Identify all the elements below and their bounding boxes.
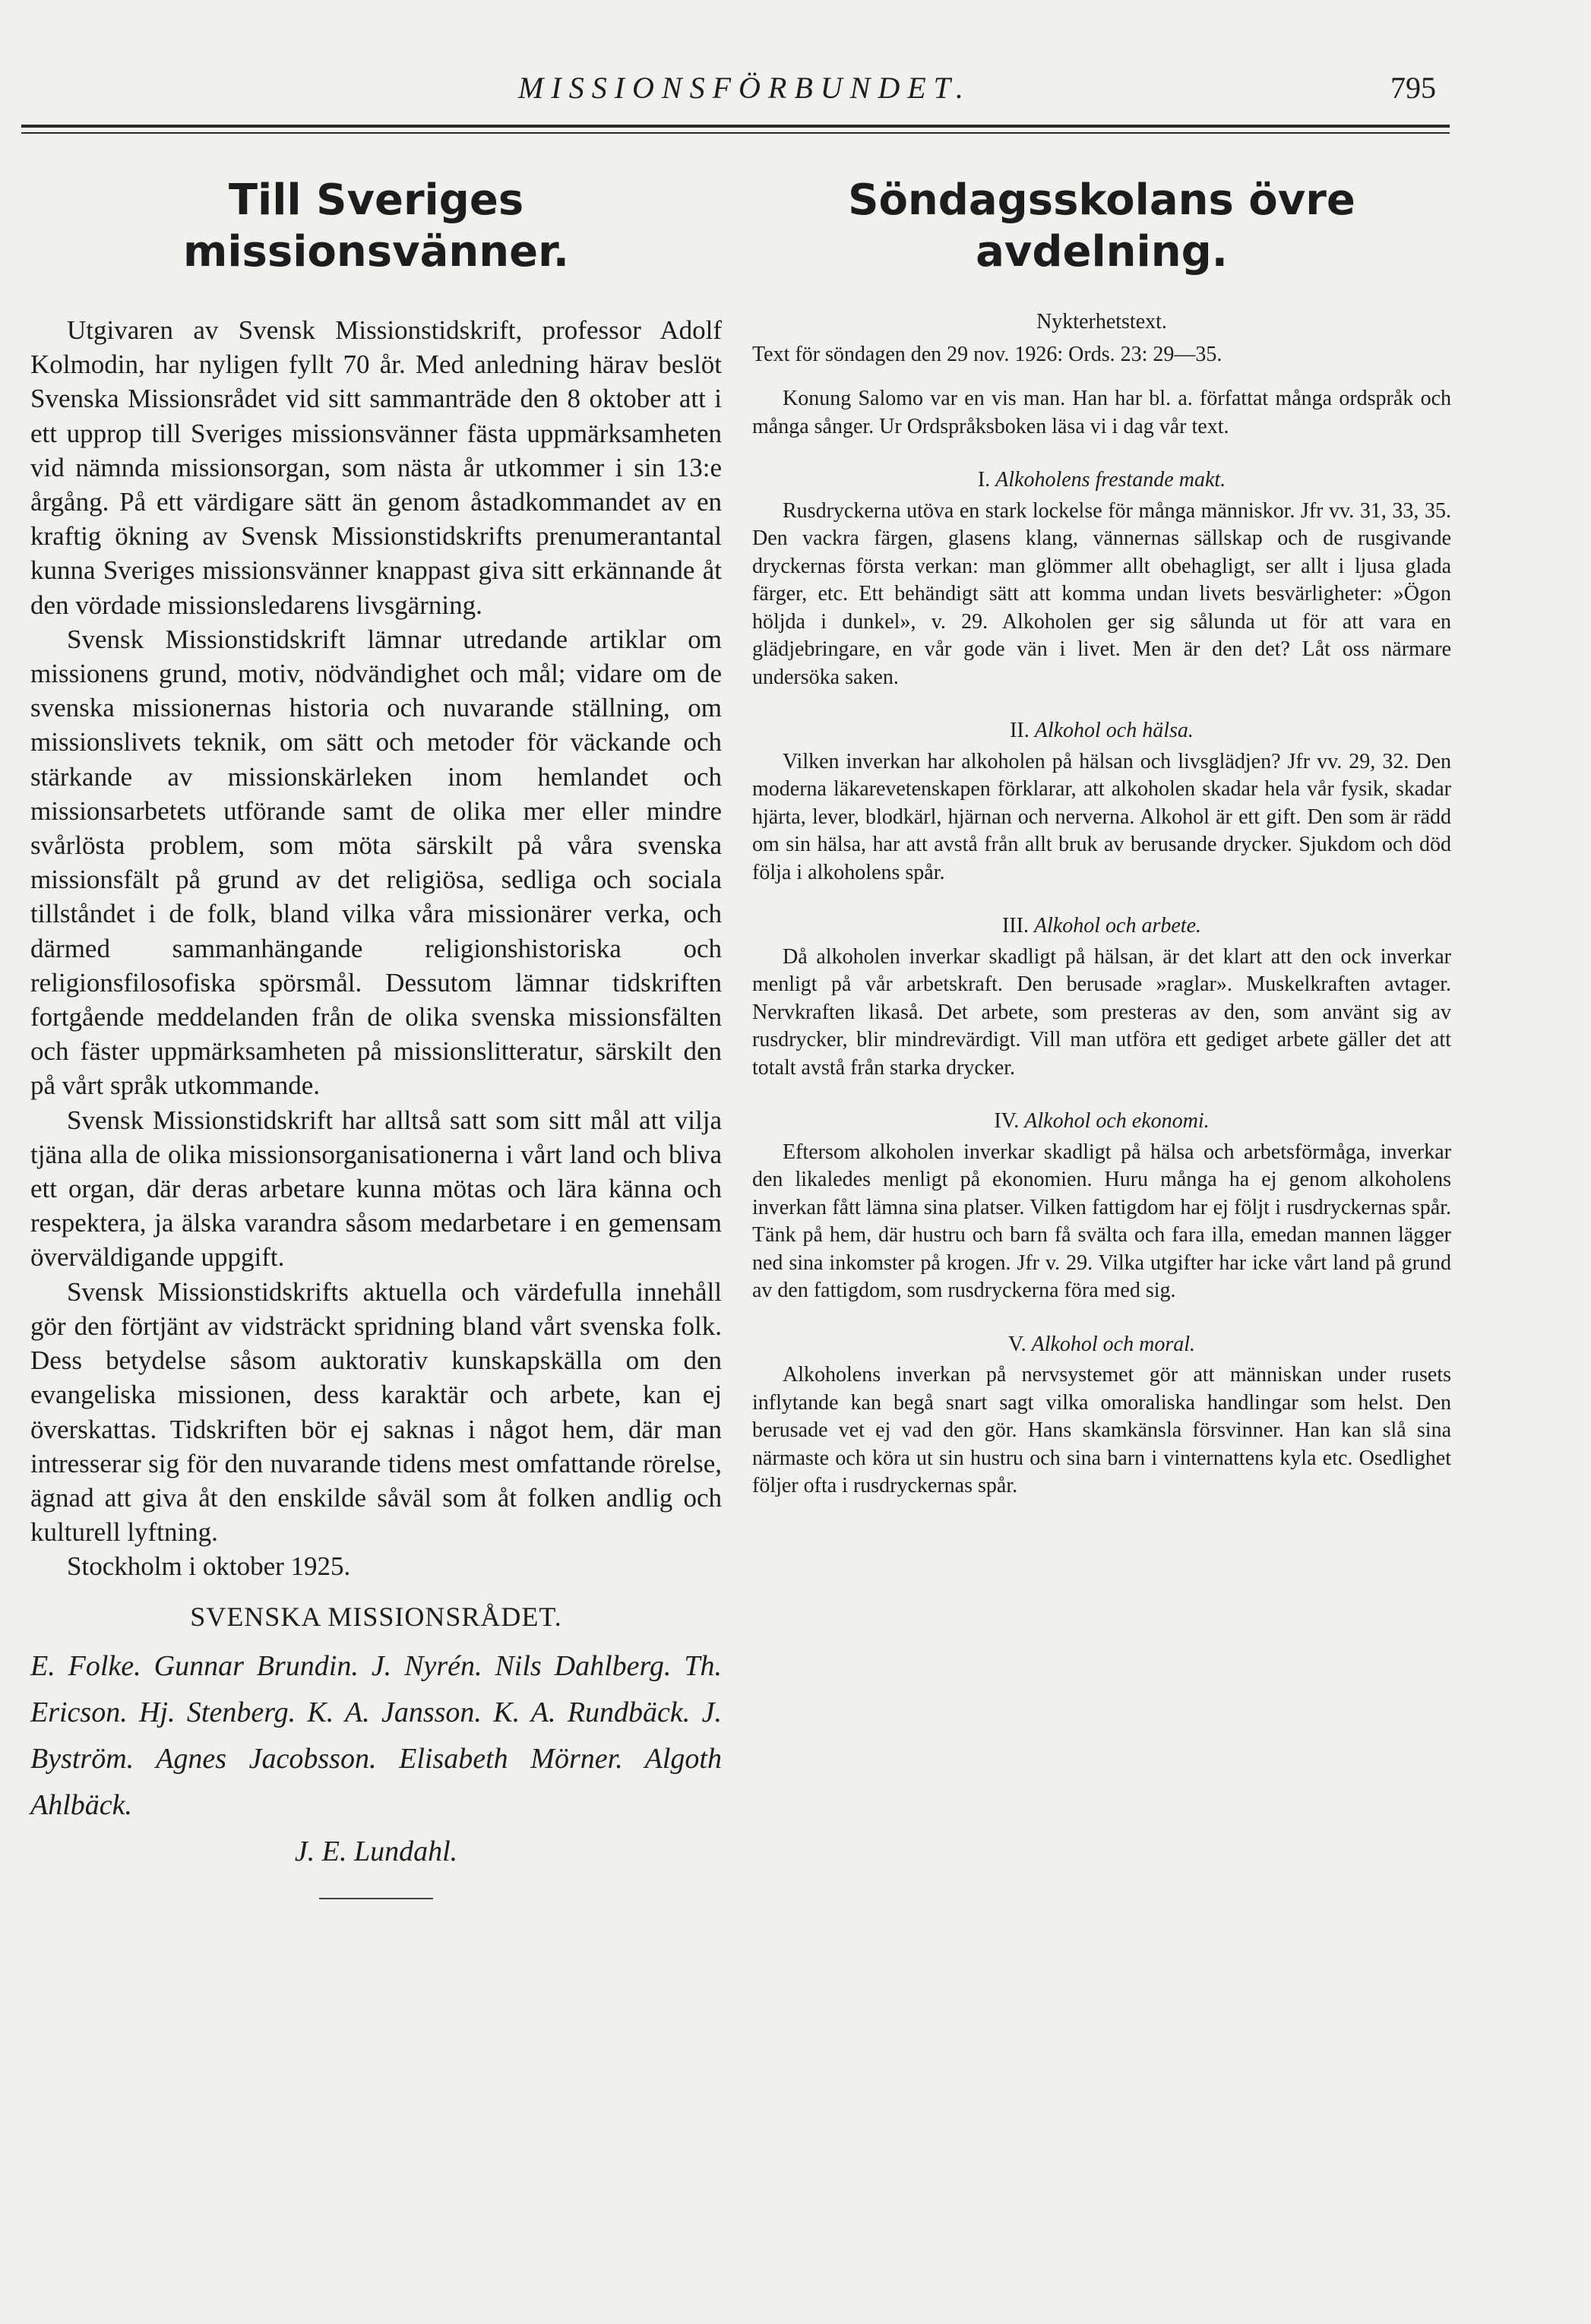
right-heading-line1: Söndagsskolans övre [848, 175, 1355, 225]
page-number: 795 [1390, 71, 1436, 105]
section-numeral: III. [1001, 914, 1029, 938]
page-header [0, 0, 1591, 144]
date-line: Stockholm i oktober 1925. [67, 1551, 351, 1582]
right-heading [752, 175, 1451, 278]
paragraph: Svensk Missionstidskrift har alltså satt som sitt mål att vilja tjäna alla de olika missionsorganisationerna i vårt land och bliva ett organ, där deras arbetare kunna mötas och lära känna och respektera, ja älska varandra såsom medarbetare i en gemensam överväldigande uppgift. [30, 1105, 722, 1273]
section-title: Alkohol och moral. [1031, 1332, 1196, 1356]
paragraph: Utgivaren av Svensk Missionstidskrift, professor Adolf Kolmodin, har nyligen fyllt 70 år. Med anledning härav beslöt Svenska Missionsrådet vid sitt sammanträde den 8 oktober att i ett upprop till Sveriges missionsvänner fästa uppmärksamheten vid nämnda missionsorgan, som nästa år utkommer i sin 13:e årgång. På ett värdigare sätt än genom åstadkommandet av en kraftig ökning av Svensk Missionstidskrifts prenumerantantal kunna Sveriges missionsvänner knappast giva sitt erkännande åt den vördade missionsledarens livsgärning. [30, 315, 722, 620]
right-heading-line2: avdelning. [976, 227, 1228, 277]
section-numeral: I. [977, 468, 991, 492]
section-numeral: IV. [994, 1109, 1020, 1133]
section-title: Alkohol och ekonomi. [1024, 1109, 1210, 1133]
section-heading [752, 717, 1451, 745]
section-title: Alkohol och arbete. [1033, 914, 1202, 938]
header-rule-thin [21, 132, 1450, 134]
organization-name: SVENSKA MISSIONSRÅDET. [190, 1601, 562, 1632]
paragraph: Svensk Missionstidskrift lämnar utredande artiklar om missionens grund, motiv, nödvändighet och mål; vidare om de svenska missionernas historia och nuvarande ställning, om missionslivets teknik, om sätt och metoder för väckande och stärkande av missionskärleken inom hemlandet och missionsarbetets utförande samt de olika mer eller mindre svårlösta problem, som möta särskilt på våra svenska missionsfält på grund av det religiösa, sedliga och sociala tillståndet i de folk, bland vilka våra missionärer verka, och därmed sammanhängande religionshistoriska och religionsfilosofiska spörsmål. Dessutom lämnar tidskriften fortgående meddelanden från de olika svenska missionsfälten och fäster uppmärksamheten på missionslitteratur, särskilt den på vårt språk utkommande. [30, 624, 722, 1101]
section-body: Vilken inverkan har alkoholen på hälsan och livsglädjen? Jfr vv. 29, 32. Den moderna läkarevetenskapen förklarar, att alkoholen skadar hela vår fysik, skadar hjärta, lever, blodkärl, hjärnan och nerverna. Alkohol är ett gift. Den som är rädd om sin hälsa, har att avstå från allt bruk av berusande drycker. Sjukdom och död följa i alkoholens spår. [752, 749, 1451, 884]
section-body: Eftersom alkoholen inverkar skadligt på hälsa och arbetsförmåga, inverkar den likaledes menligt på ekonomien. Huru många ha ej genom alkoholens inverkan fått lämna sina platser. Vilken fattigdom har ej följt i rusdryckernas spår. Tänk på hem, där hustru och barn få svälta och fara illa, emedan mannen lägger ned sina inkomster på krogen. Jfr v. 29. Vilka utgifter har icke vårt land på grund av den fattigdom, som rusdryckerna föra med sig. [752, 1140, 1451, 1302]
section-title: Alkoholens frestande makt. [995, 468, 1226, 492]
section-heading [752, 1331, 1451, 1359]
section-heading [752, 912, 1451, 941]
section-heading [752, 1108, 1451, 1136]
running-title: MISSIONSFÖRBUNDET. [518, 71, 971, 105]
section-body: Rusdryckerna utöva en stark lockelse för många människor. Jfr vv. 31, 33, 35. Den vackra färgen, glasens klang, vännernas sällskap och de rusgivande dryckernas första verkan: man glömmer allt obehagligt, ser allt i ljusa glada färger, etc. Ett behändigt sätt att komma undan livets besvärligheter: »Ögon höljda i dunkel», v. 29. Alkoholen ger sig sålunda ut för att vara en glädjebringare, en vår gode vän i livet. Men är den det? Låt oss närmare undersöka saken. [752, 498, 1451, 689]
paragraph: Svensk Missionstidskrifts aktuella och värdefulla innehåll gör den förtjänt av vidsträckt spridning bland vårt svenska folk. Dess betydelse såsom auktorativ kunskapskälla om den evangeliska missionen, dess karaktär och arbete, kan ej överskattas. Tidskriften bör ej saknas i något hem, där man intresserar sig för den nuvarande tidens mest omfattande rörelse, ägnad att giva åt den enskilde såväl som åt folken andlig och kulturell lyftning. [30, 1276, 722, 1548]
text-reference: Text för söndagen den 29 nov. 1926: Ords. 23: 29—35. [752, 342, 1223, 366]
section-title: Alkohol och hälsa. [1034, 719, 1194, 742]
left-column [30, 175, 722, 1899]
section-body: Alkoholens inverkan på nervsystemet gör att människan under rusets inflytande kan begå snart sagt vilka omoraliska handlingar som helst. Den berusade vet ej vad den gör. Hans skamkänsla försvinner. Han kan slå sina närmaste och köra ut sin hustru och sina barn i vinternattens kyla etc. Osedlighet följer ofta i rusdryckernas spår. [752, 1363, 1451, 1497]
left-heading [30, 175, 722, 278]
right-column [752, 175, 1451, 1500]
left-heading-line2: missionsvänner. [183, 227, 569, 277]
right-body [752, 308, 1451, 1500]
signatory-last: J. E. Lundahl. [294, 1835, 458, 1867]
signatories: E. Folke. Gunnar Brundin. J. Nyrén. Nils Dahlberg. Th. Ericson. Hj. Stenberg. K. A. Jansson. K. A. Rundbäck. J. Byström. Agnes Jacobsson. Elisabeth Mörner. Algoth Ahlbäck. [30, 1649, 722, 1821]
section-heading [752, 466, 1451, 495]
section-numeral: II. [1010, 719, 1030, 742]
subtitle: Nykterhetstext. [1036, 310, 1167, 334]
header-rule [21, 125, 1450, 128]
left-body [30, 313, 722, 1584]
intro-paragraph: Konung Salomo var en vis man. Han har bl. a. författat många ordspråk och många sånger. Ur Ordspråksboken läsa vi i dag vår text. [752, 387, 1451, 438]
left-heading-line1: Till Sveriges [228, 175, 524, 225]
section-numeral: V. [1007, 1332, 1026, 1356]
end-rule [319, 1898, 433, 1899]
section-body: Då alkoholen inverkar skadligt på hälsan, är det klart att den ock inverkar menligt på vår arbetskraft. Den berusade »raglar». Muskelkraften avtager. Nervkraften likaså. Det arbete, som presteras av den, som använt sig av rusdrycker, blir mindrevärdigt. Vill man utföra ett gediget arbete gäller det att totalt avstå från starka drycker. [752, 944, 1451, 1080]
